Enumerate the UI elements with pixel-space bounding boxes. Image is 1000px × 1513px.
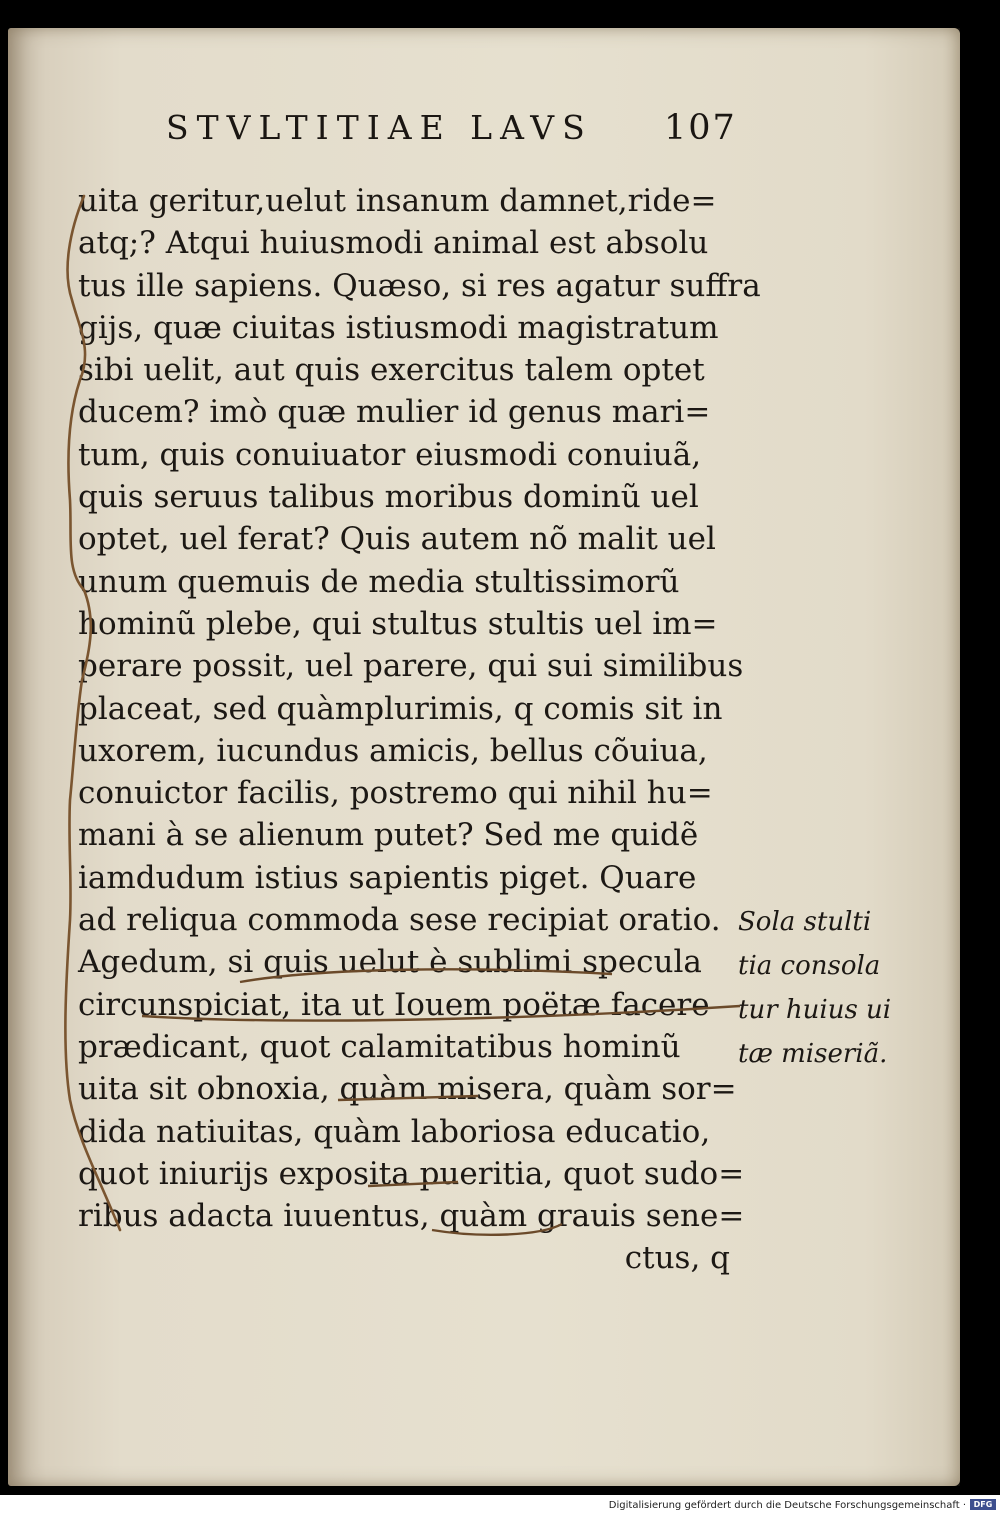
- text-line: gijs, quæ ciuitas istiusmodi magistratum: [78, 309, 719, 346]
- text-line: mani à se alienum putet? Sed me quidẽ: [78, 817, 699, 854]
- text-line: ad reliqua commoda sese recipiat oratio.: [78, 902, 721, 939]
- running-head: STVLTITIAE LAVS: [166, 108, 593, 147]
- text-line: circunspiciat, ita ut Iouem poëtæ facere: [78, 986, 710, 1023]
- text-line: conuictor facilis, postremo qui nihil hu=: [78, 775, 713, 812]
- marginal-note-line: Sola stulti: [738, 907, 872, 937]
- dfg-logo: DFG: [970, 1499, 996, 1510]
- text-line: atq;? Atqui huiusmodi animal est absolu: [78, 225, 709, 262]
- text-line: hominũ plebe, qui stultus stultis uel im=: [78, 605, 718, 642]
- text-line: uita geritur,uelut insanum damnet,ride=: [78, 183, 717, 219]
- text-line: placeat, sed quàmplurimis, q comis sit in: [78, 690, 723, 727]
- text-line: tum, quis conuiuator eiusmodi conuiuã,: [78, 436, 702, 473]
- text-line: tus ille sapiens. Quæso, si res agatur suffra: [78, 267, 761, 304]
- marginal-note: [738, 900, 898, 1076]
- marginal-note-line: tæ miseriã.: [738, 1039, 888, 1069]
- text-line: perare possit, uel parere, qui sui similibus: [78, 648, 744, 685]
- text-line: dida natiuitas, quàm laboriosa educatio,: [78, 1113, 711, 1150]
- text-line: prædicant, quot calamitatibus hominũ: [78, 1028, 681, 1065]
- text-line: Agedum, si quis uelut è sublimi specula: [78, 944, 702, 981]
- text-line: ribus adacta iuuentus, quàm grauis sene=: [78, 1198, 745, 1235]
- main-text-block: [78, 180, 761, 1280]
- text-line-catchword: ctus, q: [624, 1240, 730, 1277]
- footer-credit: Digitalisierung gefördert durch die Deutsche Forschungsgemeinschaft ·: [608, 1500, 966, 1511]
- text-line: optet, uel ferat? Quis autem nõ malit uel: [78, 521, 716, 558]
- page-number: 107: [664, 108, 737, 148]
- text-line: ducem? imò quæ mulier id genus mari=: [78, 394, 711, 431]
- text-line: sibi uelit, aut quis exercitus talem optet: [78, 352, 705, 389]
- page-edge-shading: [942, 28, 960, 1486]
- marginal-note-line: tur huius ui: [738, 995, 892, 1025]
- text-line: quis seruus talibus moribus dominũ uel: [78, 479, 699, 516]
- text-line: iamdudum istius sapientis piget. Quare: [78, 859, 697, 896]
- text-line: uxorem, iucundus amicis, bellus cõuiua,: [78, 732, 708, 769]
- marginal-note-line: tia consola: [738, 951, 881, 981]
- text-line: unum quemuis de media stultissimorũ: [78, 563, 680, 600]
- text-line: quot iniurijs exposita pueritia, quot sudo=: [78, 1155, 745, 1192]
- text-line: uita sit obnoxia, quàm misera, quàm sor=: [78, 1071, 737, 1108]
